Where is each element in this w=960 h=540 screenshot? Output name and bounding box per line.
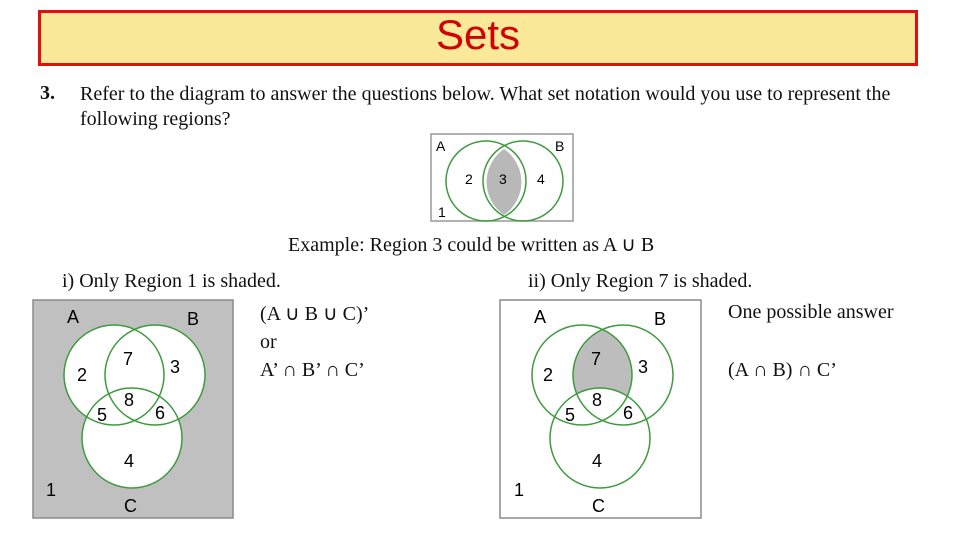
slide-title: Sets — [435, 11, 521, 58]
region-2: 2 — [465, 171, 473, 187]
question-text: Refer to the diagram to answer the questions below. What set notation would you use to represent the following regions? — [80, 83, 891, 130]
label-a: A — [534, 307, 547, 327]
label-a: A — [67, 307, 80, 327]
label-b: B — [187, 309, 200, 329]
region-5: 5 — [97, 405, 108, 425]
part-i-answer-line-2: or — [260, 331, 277, 353]
region-4: 4 — [537, 171, 545, 187]
region-2: 2 — [77, 365, 88, 385]
label-b: B — [654, 309, 667, 329]
region-1: 1 — [46, 480, 57, 500]
region-5: 5 — [565, 405, 576, 425]
region-3: 3 — [170, 357, 181, 377]
region-4: 4 — [592, 451, 603, 471]
region-7: 7 — [591, 349, 602, 369]
region-8: 8 — [592, 390, 603, 410]
part-i-answer-line-3: A’ ∩ B’ ∩ C’ — [260, 359, 365, 381]
label-c: C — [124, 496, 137, 516]
region-8: 8 — [124, 390, 135, 410]
region-1: 1 — [514, 480, 525, 500]
part-ii-answer-line-2: (A ∩ B) ∩ C’ — [728, 359, 837, 381]
region-4: 4 — [124, 451, 135, 471]
part-ii-answer-line-1: One possible answer — [728, 301, 894, 323]
region-7: 7 — [123, 349, 134, 369]
region-1: 1 — [438, 204, 446, 220]
two-set-venn-diagram — [430, 133, 574, 222]
part-i-heading: i) Only Region 1 is shaded. — [62, 270, 281, 292]
venn-diagram-part-ii — [499, 299, 702, 519]
region-6: 6 — [155, 403, 166, 423]
venn-diagram-part-i — [32, 299, 234, 519]
region-6: 6 — [623, 403, 634, 423]
part-i-answer-line-1: (A ∪ B ∪ C)’ — [260, 303, 370, 325]
label-b: B — [555, 138, 565, 154]
region-2: 2 — [543, 365, 554, 385]
label-c: C — [592, 496, 605, 516]
question-number: 3. — [40, 82, 55, 104]
part-ii-heading: ii) Only Region 7 is shaded. — [528, 270, 753, 292]
title-banner — [38, 10, 918, 66]
label-a: A — [436, 138, 446, 154]
example-text: Example: Region 3 could be written as A ∪ B — [288, 234, 655, 256]
region-3: 3 — [499, 171, 507, 187]
region-3: 3 — [638, 357, 649, 377]
